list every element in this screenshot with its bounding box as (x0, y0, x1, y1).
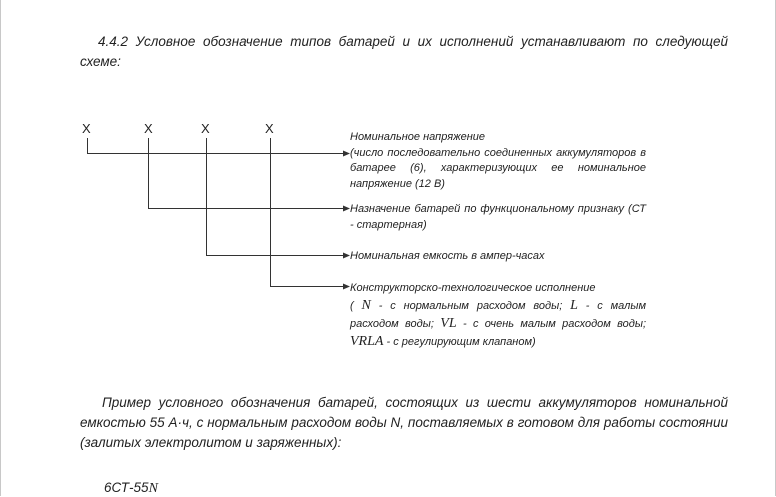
arrow-capacity (343, 253, 350, 259)
example-text: Пример условного обозначения батарей, состоящих из шести аккумуляторов номинальной емкостью 55 А·ч, с нормальным расходом воды N, поставляемых в готовом для работы состоянии (залитых электролитом и заряженных): (80, 395, 728, 450)
scheme-item-design-body: ( N - с нормальным расходом воды; L - с малым расходом воды; VL - с очень малым расходом воды; VRLA - с регулирующим клапаном) (350, 298, 647, 349)
symbol-n: N (361, 298, 371, 313)
example-designation (104, 480, 158, 497)
scheme-item-capacity: Номинальная емкость в ампер-часах (350, 250, 545, 262)
arrow-voltage (343, 151, 350, 157)
scheme-item-design (350, 280, 646, 351)
connector-voltage (88, 138, 346, 154)
arrow-purpose (343, 206, 350, 212)
symbol-vrla: VRLA (350, 334, 384, 349)
arrow-design (343, 284, 350, 290)
scheme-item-purpose: Назначение батарей по функциональному признаку (СТ - стартерная) (350, 203, 646, 231)
connector-purpose (149, 138, 346, 209)
example-code-prefix: 6СТ-55 (104, 480, 149, 495)
section-number: 4.4.2 (98, 34, 129, 49)
symbol-vl: VL (440, 316, 457, 331)
placeholder-purpose: X (144, 121, 153, 136)
connector-capacity (207, 138, 346, 256)
example-paragraph (80, 393, 728, 453)
scheme-item-voltage-title: Номинальное напряжение (350, 131, 486, 143)
placeholder-design: X (265, 121, 274, 136)
section-text: Условное обозначение типов батарей и их исполнений устанавливают по следующей схеме: (80, 34, 728, 69)
connector-design (271, 138, 346, 287)
scheme-item-voltage-body: (число последовательно соединенных аккумуляторов в батарее (6), характеризующих ее номинальное напряжение (12 В) (350, 146, 646, 190)
placeholder-voltage: X (82, 121, 91, 136)
placeholder-capacity: X (201, 121, 210, 136)
scheme-item-voltage (350, 130, 646, 192)
scheme-item-design-title: Конструкторско-технологическое исполнение (350, 282, 596, 294)
example-code-suffix: N (148, 481, 158, 496)
symbol-l: L (570, 298, 578, 313)
